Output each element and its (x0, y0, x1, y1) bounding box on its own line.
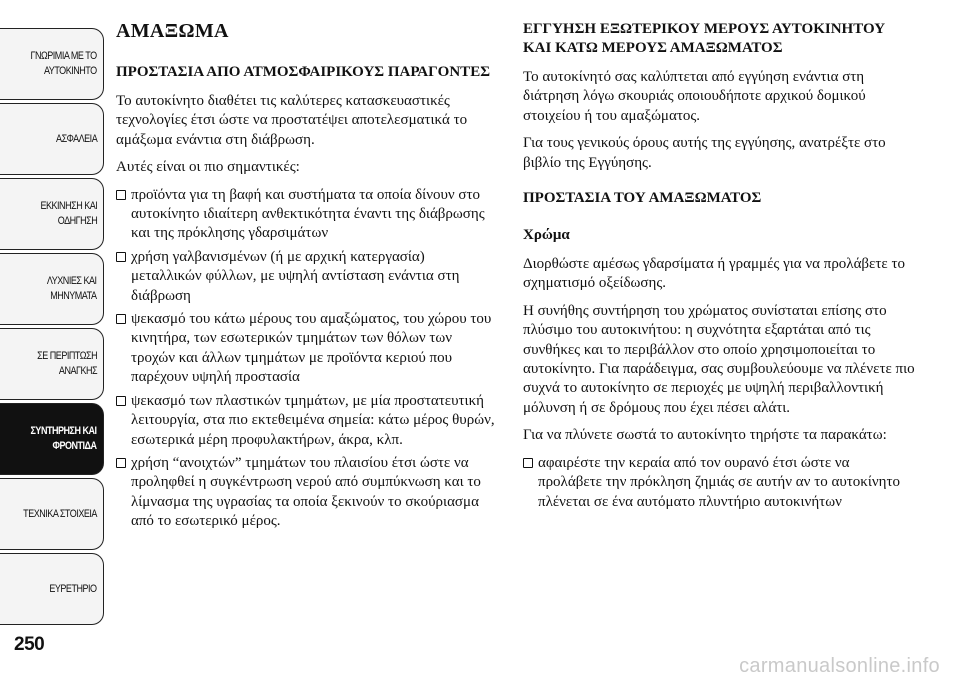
tab-label: ΑΣΦΑΛΕΙΑ (55, 132, 97, 145)
watermark: carmanualsonline.info (739, 655, 940, 677)
checkbox-bullet-icon (116, 396, 126, 406)
checkbox-bullet-icon (116, 458, 126, 468)
checkbox-bullet-icon (116, 252, 126, 262)
tab-label: ΣΥΝΤΗΡΗΣΗ ΚΑΙ ΦΡΟΝΤΙΔΑ (30, 425, 97, 452)
tab-emergency[interactable] (0, 328, 104, 400)
protection-list (116, 186, 498, 532)
section-heading-body-protection: ΠΡΟΣΤΑΣΙΑ ΤΟΥ ΑΜΑΞΩΜΑΤΟΣ (523, 190, 762, 207)
tab-getting-to-know[interactable] (0, 28, 104, 100)
tab-label: ΛΥΧΝΙΕΣ ΚΑΙ ΜΗΝΥΜΑΤΑ (47, 275, 97, 302)
tab-index[interactable] (0, 553, 104, 625)
checkbox-bullet-icon (116, 190, 126, 200)
checkbox-bullet-icon (523, 458, 533, 468)
tab-label: ΕΥΡΕΤΗΡΙΟ (49, 582, 97, 595)
intro-paragraph: Το αυτοκίνητο διαθέτει τις καλύτερες κατασκευαστικές τεχνολογίες έτσι ώστε να προστατέψει αποτελεσματικά το αμάξωμα ενάντια στη διάβρωση. (116, 93, 468, 148)
subheading-paint: Χρώμα (523, 227, 570, 244)
section-heading-warranty: ΕΓΓΥΗΣΗ ΕΞΩΤΕΡΙΚΟΥ ΜΕΡΟΥΣ ΑΥΤΟΚΙΝΗΤΟΥ ΚΑΙ ΚΑΤΩ ΜΕΡΟΥΣ ΑΜΑΞΩΜΑΤΟΣ (523, 21, 886, 56)
washing-list (523, 454, 915, 512)
section-heading-weather-protection: ΠΡΟΣΤΑΣΙΑ ΑΠΟ ΑΤΜΟΣΦΑΙΡΙΚΟΥΣ ΠΑΡΑΓΟΝΤΕΣ (116, 64, 491, 80)
list-item: χρήση γαλβανισμένων (ή με αρχική κατεργασία) μεταλλικών φύλλων, με υψηλή αντίσταση ενάντια στη διάβρωση (116, 248, 498, 306)
list-item: προϊόντα για τη βαφή και συστήματα τα οποία δίνουν στο αυτοκίνητο ιδιαίτερη ανθεκτικότητα έναντι της διάβρωσης και της πρόκλησης γδαρσιμάτων (116, 186, 498, 244)
tab-warning-lights[interactable] (0, 253, 104, 325)
paint-paragraph: Η συνήθης συντήρηση του χρώματος συνίσταται επίσης στο πλύσιμο του αυτοκινήτου: η συχνότητα εξαρτάται από τις συνθήκες και το περιβάλλον στο οποίο χρησιμοποιείται το αυτοκίνητο. Για παράδειγμα, σας συμβουλεύουμε να πλένετε πιο συχνά το αυτοκίνητο σε περιοχές με υψηλή περιβαλλοντική μόλυνση ή σε δρόμους που έχει πέσει αλάτι. (523, 302, 915, 416)
list-item: αφαιρέστε την κεραία από τον ουρανό έτσι ώστε να προλάβετε την πρόκληση ζημιάς σε αυτήν αν το αυτοκίνητο πλένεται σε ένα αυτόματο πλυντήριο αυτοκινήτων (523, 454, 915, 512)
tab-safety[interactable] (0, 103, 104, 175)
chapter-tabs (0, 28, 104, 628)
tab-label: ΤΕΧΝΙΚΑ ΣΤΟΙΧΕΙΑ (23, 507, 97, 520)
tab-label: ΓΝΩΡΙΜΙΑ ΜΕ ΤΟ ΑΥΤΟΚΙΝΗΤΟ (30, 50, 97, 77)
tab-label: ΣΕ ΠΕΡΙΠΤΩΣΗ ΑΝΑΓΚΗΣ (37, 350, 97, 377)
right-column (523, 20, 915, 516)
paint-paragraph: Διορθώστε αμέσως γδαρσίματα ή γραμμές για να προλάβετε το σχηματισμό οξείδωσης. (523, 256, 905, 292)
left-column (116, 20, 498, 536)
warranty-paragraph: Το αυτοκίνητό σας καλύπτεται από εγγύηση ενάντια στη διάτρηση λόγω σκουριάς οποιουδήποτε αρχικού δομικού στοιχείου ή του αμαξώματος. (523, 69, 866, 124)
checkbox-bullet-icon (116, 314, 126, 324)
list-item: ψεκασμό του κάτω μέρους του αμαξώματος, του χώρου του κινητήρα, των εσωτερικών τμημάτων των θόλων των τροχών και άλλων τμημάτων με προϊόντα κεριού που παρέχουν υψηλή προστασία (116, 310, 498, 388)
page-title: ΑΜΑΞΩΜΑ (116, 20, 229, 42)
tab-starting-driving[interactable] (0, 178, 104, 250)
tab-maintenance-care[interactable] (0, 403, 104, 475)
lead-paragraph: Αυτές είναι οι πιο σημαντικές: (116, 159, 300, 176)
tab-technical-data[interactable] (0, 478, 104, 550)
list-item: χρήση “ανοιχτών” τμημάτων του πλαισίου έτσι ώστε να προληφθεί η συγκέντρωση νερού από συμπύκνωση και το λίμνασμα της υγρασίας τα οποία ξεκινούν το σκούριασμα από το εσωτερικό μέρος. (116, 454, 498, 532)
wash-lead-paragraph: Για να πλύνετε σωστά το αυτοκίνητο τηρήστε τα παρακάτω: (523, 427, 887, 444)
list-item: ψεκασμό των πλαστικών τμημάτων, με μία προστατευτική λειτουργία, στα πιο εκτεθειμένα σημεία: κάτω μέρος θυρών, εσωτερικά μέρη προφυλακτήρων, άκρα, κλπ. (116, 392, 498, 450)
warranty-paragraph: Για τους γενικούς όρους αυτής της εγγύησης, ανατρέξτε στο βιβλίο της Εγγύησης. (523, 135, 886, 171)
tab-label: ΕΚΚΙΝΗΣΗ ΚΑΙ ΟΔΗΓΗΣΗ (40, 200, 97, 227)
page-number: 250 (14, 634, 45, 655)
